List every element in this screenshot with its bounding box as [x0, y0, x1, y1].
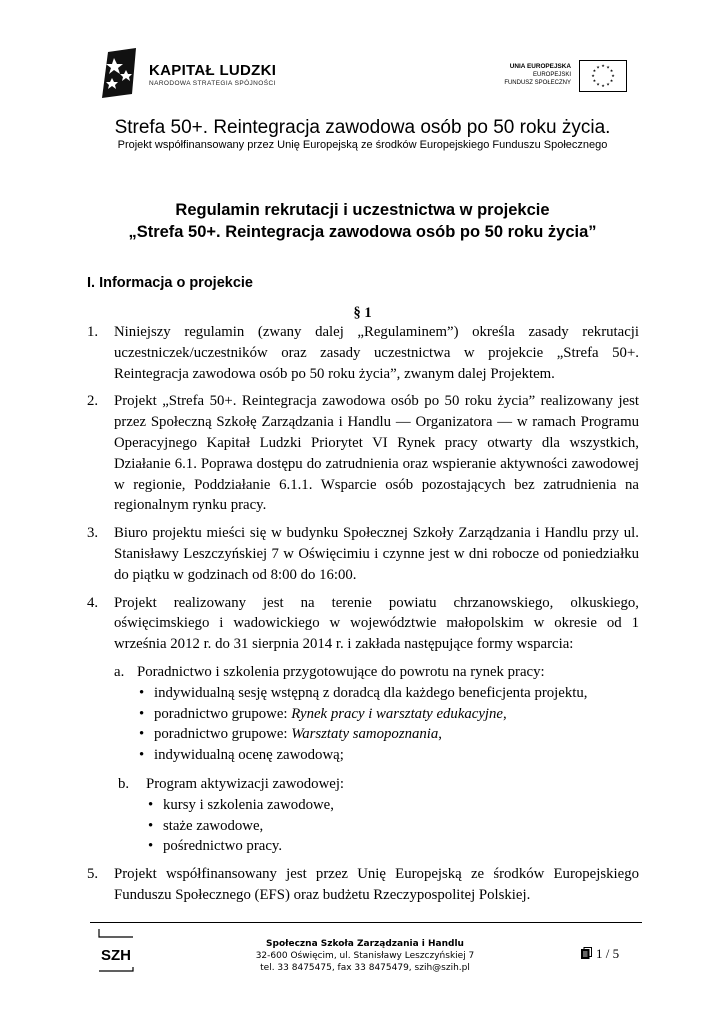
kapital-ludzki-logo-icon [100, 48, 140, 98]
sub-title: Poradnictwo i szkolenia przygotowujące do powrotu na rynek pracy: [137, 663, 545, 680]
footer-divider [90, 922, 642, 923]
bullet-icon: • [148, 817, 154, 834]
list-item [87, 322, 639, 384]
bullet-icon: • [139, 747, 145, 764]
list-item [87, 593, 639, 858]
document-title-line1: Regulamin rekrutacji i uczestnictwa w projekcie [175, 201, 550, 219]
bullet-italic-text: Rynek pracy i warsztaty edukacyjne [291, 705, 503, 722]
bullet-text: staże zawodowe, [163, 817, 264, 834]
page-number-text: 1 / 5 [596, 946, 620, 961]
footer-org-name: Społeczna Szkoła Zarządzania i Handlu [266, 939, 464, 949]
szh-logo-text: SZH [101, 947, 131, 964]
bullet-item [146, 816, 639, 837]
bullet-suffix: , [438, 726, 442, 743]
bullet-icon: • [148, 796, 154, 813]
project-title: Strefa 50+. Reintegracja zawodowa osób po 50 roku życia. [114, 117, 611, 138]
bullet-text: pośrednictwo pracy. [163, 838, 283, 855]
footer-address: 32-600 Oświęcim, ul. Stanisławy Leszczyńskiej 7 [255, 951, 475, 961]
item-number: 2. [87, 393, 99, 410]
item-text: Projekt współfinansowany jest przez Unię Europejską ze środków Europejskiego Funduszu Społecznego (EFS) oraz budżetu Rzeczypospolitej Polskiej. [114, 866, 639, 903]
svg-text:★: ★ [592, 78, 597, 83]
bullet-text: poradnictwo grupowe: [154, 726, 292, 743]
eu-flag-icon [579, 60, 627, 92]
bullet-list [146, 795, 639, 857]
bullet-item [146, 795, 639, 816]
svg-text:★: ★ [601, 83, 605, 88]
svg-text:★: ★ [606, 64, 610, 70]
item-text: Niniejszy regulamin (zwany dalej „Regulaminem”) określa zasady rekrutacji uczestniczek/uczestników oraz zasady uczestnictwa w projekcie „Strefa 50+. Reintegracja zawodowa osób po 50 roku życia”, zwanym dalej Projektem. [114, 324, 639, 382]
eu-line1: UNIA EUROPEJSKA [509, 63, 571, 70]
kapital-ludzki-wordmark [149, 63, 276, 87]
bullet-item [137, 704, 639, 725]
item-text: Projekt realizowany jest na terenie powiatu chrzanowskiego, olkuskiego, oświęcimskiego i wadowickiego w województwie małopolskim w okresie od 1 września 2012 r. do 31 sierpnia 2014 r. i zakłada następujące formy wsparcia: [114, 594, 639, 653]
eu-line3: FUNDUSZ SPOŁECZNY [504, 80, 571, 86]
eu-line2: EUROPEJSKI [532, 72, 571, 78]
bullet-text: indywidualną ocenę zawodową; [154, 747, 344, 764]
support-form-b [114, 774, 639, 857]
svg-text:★: ★ [592, 68, 597, 73]
regulation-items [87, 322, 639, 913]
bullet-icon: • [148, 838, 154, 855]
bullet-item [146, 836, 639, 857]
bullet-list [137, 683, 639, 766]
bullet-text: indywidualną sesję wstępną z doradcą dla każdego beneficjenta projektu, [154, 684, 588, 701]
list-item [87, 391, 639, 516]
document-pages-icon [581, 947, 592, 959]
svg-text:★: ★ [609, 68, 614, 73]
svg-text:★: ★ [606, 81, 610, 87]
bullet-suffix: , [503, 705, 507, 722]
bullet-item [137, 745, 639, 766]
paragraph-mark: § 1 [353, 305, 372, 321]
szh-logo-icon [95, 927, 137, 973]
kl-subtitle: NARODOWA STRATEGIA SPÓJNOŚCI [149, 80, 276, 87]
item-number: 5. [87, 866, 99, 883]
bullet-icon: • [139, 726, 145, 743]
list-item [87, 523, 639, 585]
bullet-text: poradnictwo grupowe: [154, 705, 292, 722]
bullet-item [137, 683, 639, 704]
document-title [60, 199, 665, 243]
section-heading: I. Informacja o projekcie [87, 275, 253, 291]
footer-contact: tel. 33 8475475, fax 33 8475479, szih@szih.pl [260, 963, 470, 973]
bullet-text: kursy i szkolenia zawodowe, [163, 796, 334, 813]
support-form-a [114, 662, 639, 766]
sub-letter: b. [118, 775, 130, 792]
bullet-item [137, 724, 639, 745]
list-item [87, 864, 639, 906]
svg-text:★: ★ [611, 73, 615, 78]
item-number: 1. [87, 324, 99, 340]
item-text: Biuro projektu mieści się w budynku Społecznej Szkoły Zarządzania i Handlu przy ul. Stanisławy Leszczyńskiej 7 w Oświęcimiu i czynne jest w dni robocze od poniedziałku do piątku w godzinach od 8:00 do 16:00. [114, 525, 639, 583]
sub-letter: a. [114, 663, 125, 680]
svg-text:★: ★ [596, 81, 600, 87]
sub-title: Program aktywizacji zawodowej: [146, 775, 345, 792]
footer-address-block [195, 938, 535, 974]
item-number: 4. [87, 594, 99, 611]
document-title-line2: „Strefa 50+. Reintegracja zawodowa osób po 50 roku życia” [128, 223, 597, 241]
item-number: 3. [87, 525, 99, 542]
svg-text:★: ★ [601, 63, 605, 68]
page-number [581, 946, 619, 962]
item-text: Projekt „Strefa 50+. Reintegracja zawodowa osób po 50 roku życia” realizowany jest przez Społeczną Szkołę Zarządzania i Handlu — Organizatora — w ramach Programu Operacyjnego Kapitał Ludzki Priorytet VI Rynek pracy otwarty dla wszystkich, Działanie 6.1. Poprawa dostępu do zatrudnienia oraz wspieranie aktywności zawodowej w regionie, Poddziałanie 6.1.1. Wsparcie osób pozostających bez zatrudnienia na regionalnym rynku pracy. [114, 393, 639, 514]
svg-text:★: ★ [609, 78, 614, 83]
project-subtitle: Projekt współfinansowany przez Unię Europejską ze środków Europejskiego Funduszu Społecznego [117, 139, 608, 151]
bullet-icon: • [139, 684, 145, 701]
bullet-italic-text: Warsztaty samopoznania [291, 726, 439, 743]
bullet-icon: • [139, 705, 145, 722]
svg-text:★: ★ [591, 73, 595, 78]
svg-text:★: ★ [596, 64, 600, 70]
eu-label [481, 63, 571, 87]
kl-title: KAPITAŁ LUDZKI [149, 62, 277, 79]
